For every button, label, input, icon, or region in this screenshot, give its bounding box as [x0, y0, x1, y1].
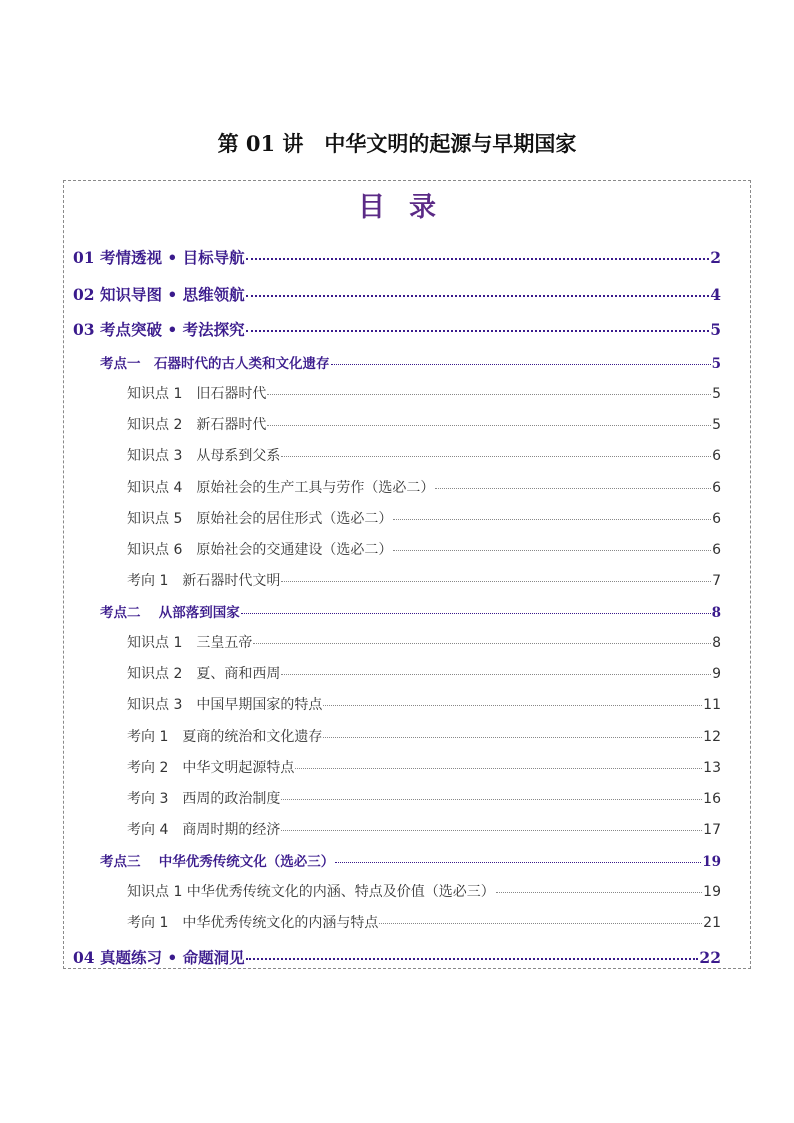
toc-entry-label: 考向 1 夏商的统治和文化遗存	[127, 729, 323, 745]
toc-entry-label: 知识点 1 旧石器时代	[127, 386, 267, 402]
toc-entry-item[interactable]	[127, 383, 721, 403]
toc-entry-label: 考点二 从部落到国家	[100, 605, 240, 621]
toc-leader-dots	[246, 942, 699, 960]
toc-leader-dots	[281, 816, 702, 831]
toc-page-number: 13	[703, 760, 721, 776]
toc-entry-label: 考向 2 中华文明起源特点	[127, 760, 295, 776]
toc-entry-kaodian-2[interactable]	[100, 601, 721, 621]
toc-entry-label: 考点三 中华优秀传统文化（选必三）	[100, 854, 335, 870]
toc-entry-label: 知识点 5 原始社会的居住形式（选必二）	[127, 511, 393, 527]
toc-entry-label: 知识点 4 原始社会的生产工具与劳作（选必二）	[127, 480, 435, 496]
toc-entry-label: 03 考点突破 • 考法探究	[73, 319, 245, 339]
toc-leader-dots	[281, 567, 711, 582]
toc-leader-dots	[246, 242, 710, 260]
toc-page-number: 8	[712, 635, 721, 651]
toc-entry-item[interactable]	[127, 694, 721, 714]
toc-entry-label: 考向 1 新石器时代文明	[127, 573, 281, 589]
toc-page-number: 7	[712, 573, 721, 589]
toc-page-number: 6	[712, 542, 721, 558]
toc-entry-item[interactable]	[127, 539, 721, 559]
toc-page-number: 5	[710, 319, 721, 339]
toc-entry-kaodian-1[interactable]	[100, 352, 721, 372]
toc-leader-dots	[335, 849, 701, 864]
toc-entry-label: 知识点 3 从母系到父系	[127, 448, 281, 464]
toc-entry-label: 考向 1 中华优秀传统文化的内涵与特点	[127, 915, 379, 931]
toc-entry-item[interactable]	[127, 508, 721, 528]
toc-leader-dots	[241, 600, 711, 615]
toc-page-number: 8	[711, 605, 721, 621]
toc-page-number: 4	[710, 284, 721, 304]
toc-entry-section-03[interactable]	[73, 317, 721, 340]
toc-heading: 目录	[358, 192, 460, 223]
toc-entry-item[interactable]	[127, 445, 721, 465]
toc-entry-item[interactable]	[127, 477, 721, 497]
toc-page-number: 12	[703, 729, 721, 745]
toc-entry-item[interactable]	[127, 570, 721, 590]
toc-entry-label: 知识点 1 三皇五帝	[127, 635, 253, 651]
toc-entry-label: 04 真题练习 • 命题洞见	[73, 947, 245, 967]
toc-page-number: 16	[703, 791, 721, 807]
toc-entry-kaodian-3[interactable]	[100, 850, 721, 870]
toc-entry-label: 考向 4 商周时期的经济	[127, 822, 281, 838]
toc-page-number: 22	[699, 947, 721, 967]
page-title: 第 01 讲 中华文明的起源与早期国家	[217, 131, 577, 156]
toc-leader-dots	[267, 411, 711, 426]
toc-leader-dots	[246, 279, 710, 297]
toc-entry-label: 01 考情透视 • 目标导航	[73, 247, 245, 267]
toc-entry-section-04[interactable]	[73, 945, 721, 968]
toc-entry-label: 知识点 1 中华优秀传统文化的内涵、特点及价值（选必三）	[127, 884, 495, 900]
toc-page-number: 6	[712, 480, 721, 496]
toc-leader-dots	[331, 351, 711, 366]
toc-entry-item[interactable]	[127, 414, 721, 434]
toc-entry-item[interactable]	[127, 726, 721, 746]
toc-entry-section-01[interactable]	[73, 245, 721, 268]
toc-entry-item[interactable]	[127, 632, 721, 652]
toc-leader-dots	[379, 909, 702, 924]
toc-entry-item[interactable]	[127, 757, 721, 777]
toc-leader-dots	[267, 380, 711, 395]
toc-entry-label: 知识点 6 原始社会的交通建设（选必二）	[127, 542, 393, 558]
toc-entry-label: 考点一 石器时代的古人类和文化遗存	[100, 356, 330, 372]
toc-entry-item[interactable]	[127, 788, 721, 808]
toc-entry-label: 知识点 2 新石器时代	[127, 417, 267, 433]
toc-leader-dots	[435, 474, 711, 489]
toc-leader-dots	[496, 878, 702, 893]
toc-leader-dots	[253, 629, 711, 644]
toc-page-number: 5	[712, 386, 721, 402]
toc-page-number: 11	[703, 697, 721, 713]
toc-entry-label: 考向 3 西周的政治制度	[127, 791, 281, 807]
toc-entry-item[interactable]	[127, 819, 721, 839]
toc-page-number: 5	[711, 356, 721, 372]
toc-entry-label: 知识点 3 中国早期国家的特点	[127, 697, 323, 713]
toc-page-number: 17	[703, 822, 721, 838]
toc-entry-item[interactable]	[127, 881, 721, 901]
toc-leader-dots	[295, 754, 702, 769]
toc-page-number: 6	[712, 448, 721, 464]
toc-entry-item[interactable]	[127, 663, 721, 683]
toc-leader-dots	[323, 691, 702, 706]
toc-page-number: 6	[712, 511, 721, 527]
toc-leader-dots	[281, 442, 711, 457]
toc-entry-label: 知识点 2 夏、商和西周	[127, 666, 281, 682]
toc-page-number: 9	[712, 666, 721, 682]
toc-entry-section-02[interactable]	[73, 282, 721, 305]
toc-page-number: 5	[712, 417, 721, 433]
toc-page-number: 21	[703, 915, 721, 931]
toc-leader-dots	[393, 505, 711, 520]
toc-page-number: 19	[703, 884, 721, 900]
toc-entry-label: 02 知识导图 • 思维领航	[73, 284, 245, 304]
toc-leader-dots	[281, 660, 711, 675]
toc-leader-dots	[281, 785, 702, 800]
toc-leader-dots	[323, 723, 702, 738]
toc-page-number: 2	[710, 247, 721, 267]
toc-entry-item[interactable]	[127, 912, 721, 932]
toc-leader-dots	[246, 314, 710, 332]
toc-page-number: 19	[702, 854, 721, 870]
toc-leader-dots	[393, 536, 711, 551]
